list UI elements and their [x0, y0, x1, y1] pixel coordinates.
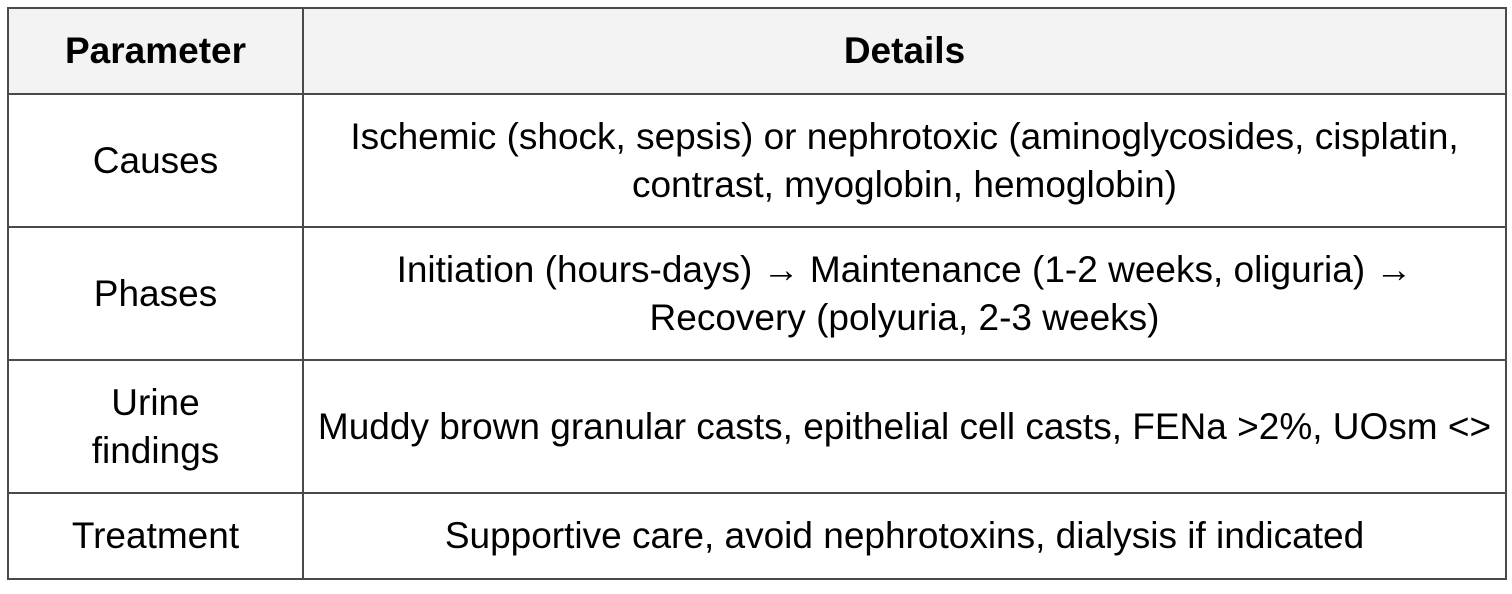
parameter-cell	[8, 94, 303, 227]
parameter-cell	[8, 227, 303, 360]
parameter-label: Phases	[93, 272, 218, 314]
parameter-details-table	[7, 7, 1507, 580]
table-container	[7, 7, 1507, 580]
parameter-label: Causes	[92, 139, 219, 181]
table-row	[8, 227, 1506, 360]
details-cell: Supportive care, avoid nephrotoxins, dialysis if indicated	[303, 493, 1506, 579]
table-row	[8, 493, 1506, 579]
details-cell: Ischemic (shock, sepsis) or nephrotoxic (aminoglycosides, cisplatin, contrast, myoglobin, hemoglobin)	[303, 94, 1506, 227]
details-cell: Initiation (hours-days) → Maintenance (1-2 weeks, oliguria) → Recovery (polyuria, 2-3 weeks)	[303, 227, 1506, 360]
table-row	[8, 360, 1506, 493]
details-cell: Muddy brown granular casts, epithelial cell casts, FENa >2%, UOsm <>	[303, 360, 1506, 493]
parameter-label: Treatment	[71, 515, 240, 556]
table-row	[8, 94, 1506, 227]
parameter-label: Urine findings	[91, 381, 220, 471]
parameter-cell	[8, 493, 303, 579]
header-row	[8, 8, 1506, 94]
parameter-cell	[8, 360, 303, 493]
header-details: Details	[303, 8, 1506, 94]
header-parameter: Parameter	[8, 8, 303, 94]
